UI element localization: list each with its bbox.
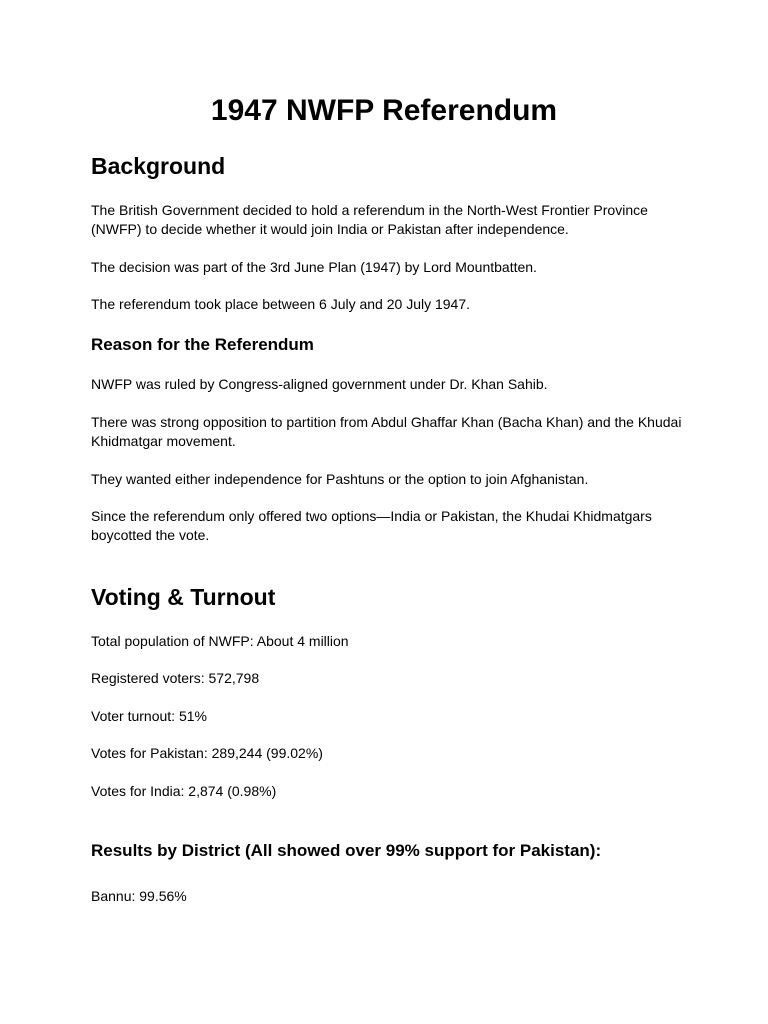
paragraph: Total population of NWFP: About 4 million — [91, 633, 349, 649]
paragraph: The decision was part of the 3rd June Plan (1947) by Lord Mountbatten. — [91, 259, 537, 275]
paragraph: NWFP was ruled by Congress-aligned government under Dr. Khan Sahib. — [91, 376, 548, 392]
document-title: 1947 NWFP Referendum — [210, 94, 558, 127]
paragraph: Registered voters: 572,798 — [91, 670, 260, 686]
paragraph: There was strong opposition to partition from Abdul Ghaffar Khan (Bacha Khan) and the Khudai Khidmatgar movement. — [91, 414, 682, 449]
paragraph: Votes for Pakistan: 289,244 (99.02%) — [91, 745, 323, 761]
section-heading-voting: Voting & Turnout — [91, 584, 276, 610]
subsection-heading-results: Results by District (All showed over 99% support for Pakistan): — [91, 841, 602, 860]
section-heading-background: Background — [91, 153, 226, 179]
paragraph: Voter turnout: 51% — [91, 708, 207, 724]
subsection-heading-reason: Reason for the Referendum — [91, 335, 314, 354]
paragraph: Bannu: 99.56% — [91, 888, 187, 904]
paragraph: The British Government decided to hold a referendum in the North-West Frontier Province (NWFP) to decide whether it would join India or Pakistan after independence. — [91, 202, 648, 237]
paragraph: Since the referendum only offered two options—India or Pakistan, the Khudai Khidmatgars boycotted the vote. — [91, 508, 652, 543]
paragraph: Votes for India: 2,874 (0.98%) — [91, 783, 277, 799]
paragraph: They wanted either independence for Pashtuns or the option to join Afghanistan. — [91, 471, 589, 487]
paragraph: The referendum took place between 6 July and 20 July 1947. — [91, 296, 471, 312]
